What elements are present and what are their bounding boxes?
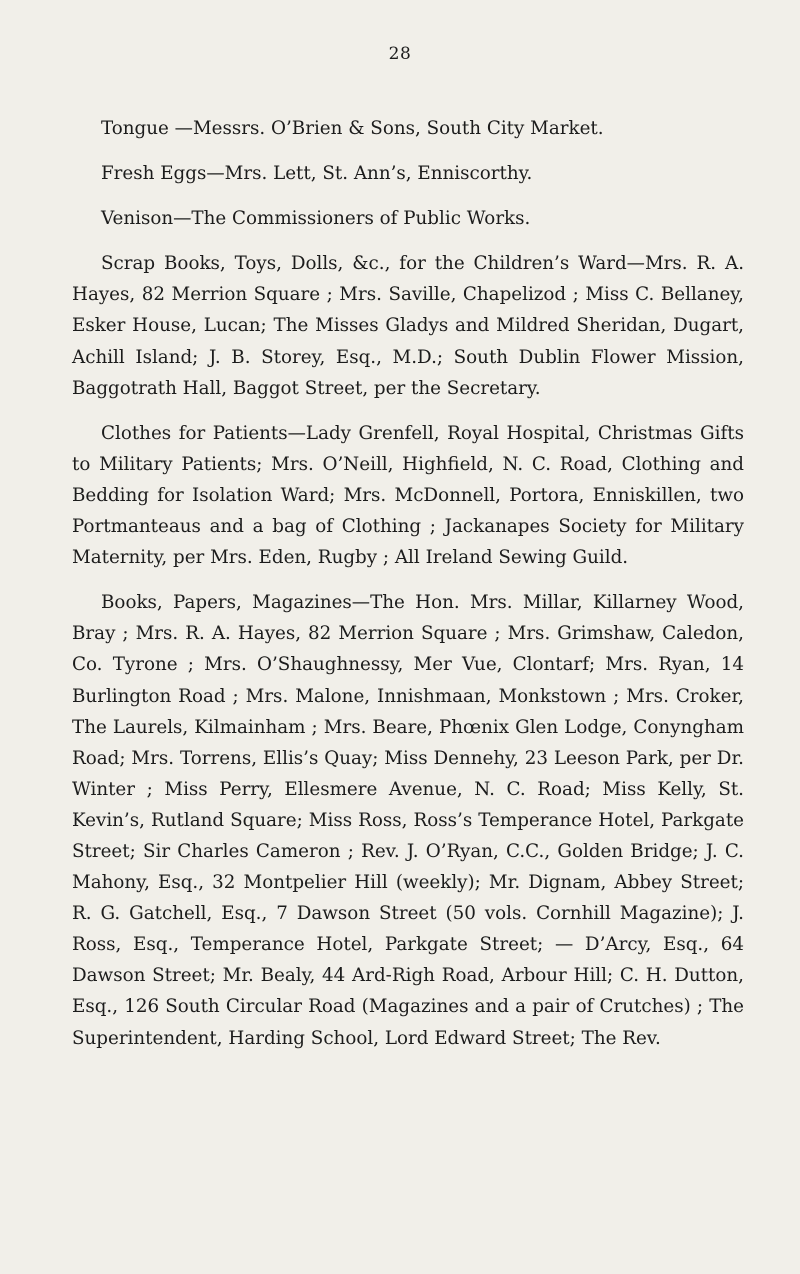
paragraph-scrap-books: Scrap Books, Toys, Dolls, &c., for the Children’s Ward—Mrs. R. A. Hayes, 82 Merrion Square ; Mrs. Saville, Chapelizod ; Miss C. Bellaney, Esker House, Lucan; The Misses Gladys and Mildred Sheridan, Dugart, Achill Island; J. B. Storey, Esq., M.D.; South Dublin Flower Mission, Baggotrath Hall, Baggot Street, per the Secretary. bbox=[72, 253, 744, 399]
paragraph-tongue: Tongue —Messrs. O’Brien & Sons, South City Market. bbox=[101, 118, 604, 139]
paragraph-clothes: Clothes for Patients—Lady Grenfell, Royal Hospital, Christmas Gifts to Military Patients; Mrs. O’Neill, Highfield, N. C. Road, Clothing and Bedding for Isolation Ward; Mrs. McDonnell, Portora, Enniskillen, two Portmanteaus and a bag of Clothing ; Jackanapes Society for Military Maternity, per Mrs. Eden, Rugby ; All Ireland Sewing Guild. bbox=[72, 422, 744, 569]
paragraph-fresh-eggs: Fresh Eggs—Mrs. Lett, St. Ann’s, Enniscorthy. bbox=[101, 163, 533, 185]
page-number: 28 bbox=[388, 44, 412, 64]
paragraph-books-papers: Books, Papers, Magazines—The Hon. Mrs. Millar, Killarney Wood, Bray ; Mrs. R. A. Hayes, 82 Merrion Square ; Mrs. Grimshaw, Caledon, Co. Tyrone ; Mrs. O’Shaughnessy, Mer Vue, Clontarf; Mrs. Ryan, 14 Burlington Road ; Mrs. Malone, Innishmaan, Monkstown ; Mrs. Croker, The Laurels, Kilmainham ; Mrs. Beare, Phœnix Glen Lodge, Conyngham Road; Mrs. Torrens, Ellis’s Quay; Miss Dennehy, 23 Leeson Park, per Dr. Winter ; Miss Perry, Ellesmere Avenue, N. C. Road; Miss Kelly, St. Kevin’s, Rutland Square; Miss Ross, Ross’s Temperance Hotel, Parkgate Street; Sir Charles Cameron ; Rev. J. O’Ryan, C.C., Golden Bridge; J. C. Mahony, Esq., 32 Montpelier Hill (weekly); Mr. Dignam, Abbey Street; R. G. Gatchell, Esq., 7 Dawson Street (50 vols. Cornhill Magazine); J. Ross, Esq., Temperance Hotel, Parkgate Street; — D’Arcy, Esq., 64 Dawson Street; Mr. Bealy, 44 Ard-Righ Road, Arbour Hill; C. H. Dutton, Esq., 126 South Circular Road (Magazines and a pair of Crutches) ; The Superintendent, Harding School, Lord Edward Street; The Rev. bbox=[72, 592, 744, 1049]
paragraph-venison: Venison—The Commissioners of Public Works. bbox=[101, 208, 531, 230]
body-text bbox=[72, 113, 744, 1068]
